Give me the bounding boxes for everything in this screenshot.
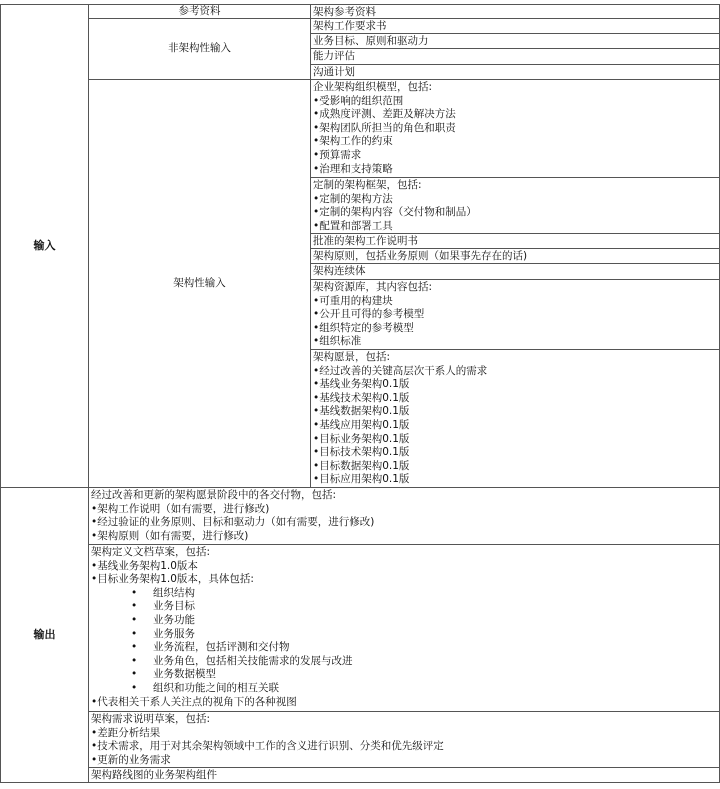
non-arch-item: 架构工作要求书 <box>310 18 720 34</box>
output-section-label: 输出 <box>0 487 89 783</box>
non-arch-item: 沟通计划 <box>310 64 720 80</box>
requirements-cell: 架构需求说明草案，包括: •差距分析结果 •技术需求，用于对其余架构领域中工作的含义进行识别、分类和优先级评定 •更新的业务需求 <box>88 711 720 768</box>
non-architectural-input-label: 非架构性输入 <box>88 18 311 80</box>
repository-cell: 架构资源库，其内容包括: •可重用的构建块 •公开且可得的参考模型 •组织特定的参考模型 •组织标准 <box>310 279 720 350</box>
non-arch-item: 能力评估 <box>310 48 720 65</box>
input-section-label: 输入 <box>0 4 89 488</box>
roadmap-cell: 架构路线图的业务架构组件 <box>88 767 720 783</box>
non-arch-item: 业务目标、原则和驱动力 <box>310 33 720 49</box>
approved-sow-cell: 批准的架构工作说明书 <box>310 233 720 249</box>
vision-cell: 架构愿景，包括: •经过改善的关键高层次干系人的需求 •基线业务架构0.1版 •基线技术架构0.1版 •基线数据架构0.1版 •基线应用架构0.1版 •目标业务架构0.1版 •目标技术架构0.1版 •目标数据架构0.1版 •目标应用架构0.1版 <box>310 349 720 488</box>
reference-label: 参考资料 <box>88 4 311 19</box>
reference-value: 架构参考资料 <box>310 4 720 19</box>
principles-cell: 架构原则，包括业务原则（如果事先存在的话) <box>310 248 720 264</box>
continuum-cell: 架构连续体 <box>310 263 720 280</box>
refined-deliverables-cell: 经过改善和更新的架构愿景阶段中的各交付物，包括: •架构工作说明（如有需要，进行修改) •经过验证的业务原则、目标和驱动力（如有需要，进行修改) •架构原则（如有需要，进行修改) <box>88 487 720 545</box>
architectural-input-label: 架构性输入 <box>88 79 311 488</box>
definition-doc-cell: 架构定义文档草案，包括: •基线业务架构1.0版本 •目标业务架构1.0版本，具体包括: • 组织结构 • 业务目标 • 业务功能 • 业务服务 • 业务流程，包括评测和交付物 • 业务角色，包括相关技能需求的发展与改进 • 业务数据模型 • 组织和功能之间的相互关联 •代表相关干系人关注点的视角下的各种视图 <box>88 544 720 712</box>
framework-cell: 定制的架构框架，包括: •定制的架构方法 •定制的架构内容（交付物和制品） •配置和部署工具 <box>310 177 720 234</box>
org-model-cell: 企业架构组织模型，包括: •受影响的组织范围 •成熟度评测、差距及解决方法 •架构团队所担当的角色和职责 •架构工作的约束 •预算需求 •治理和支持策略 <box>310 79 720 178</box>
